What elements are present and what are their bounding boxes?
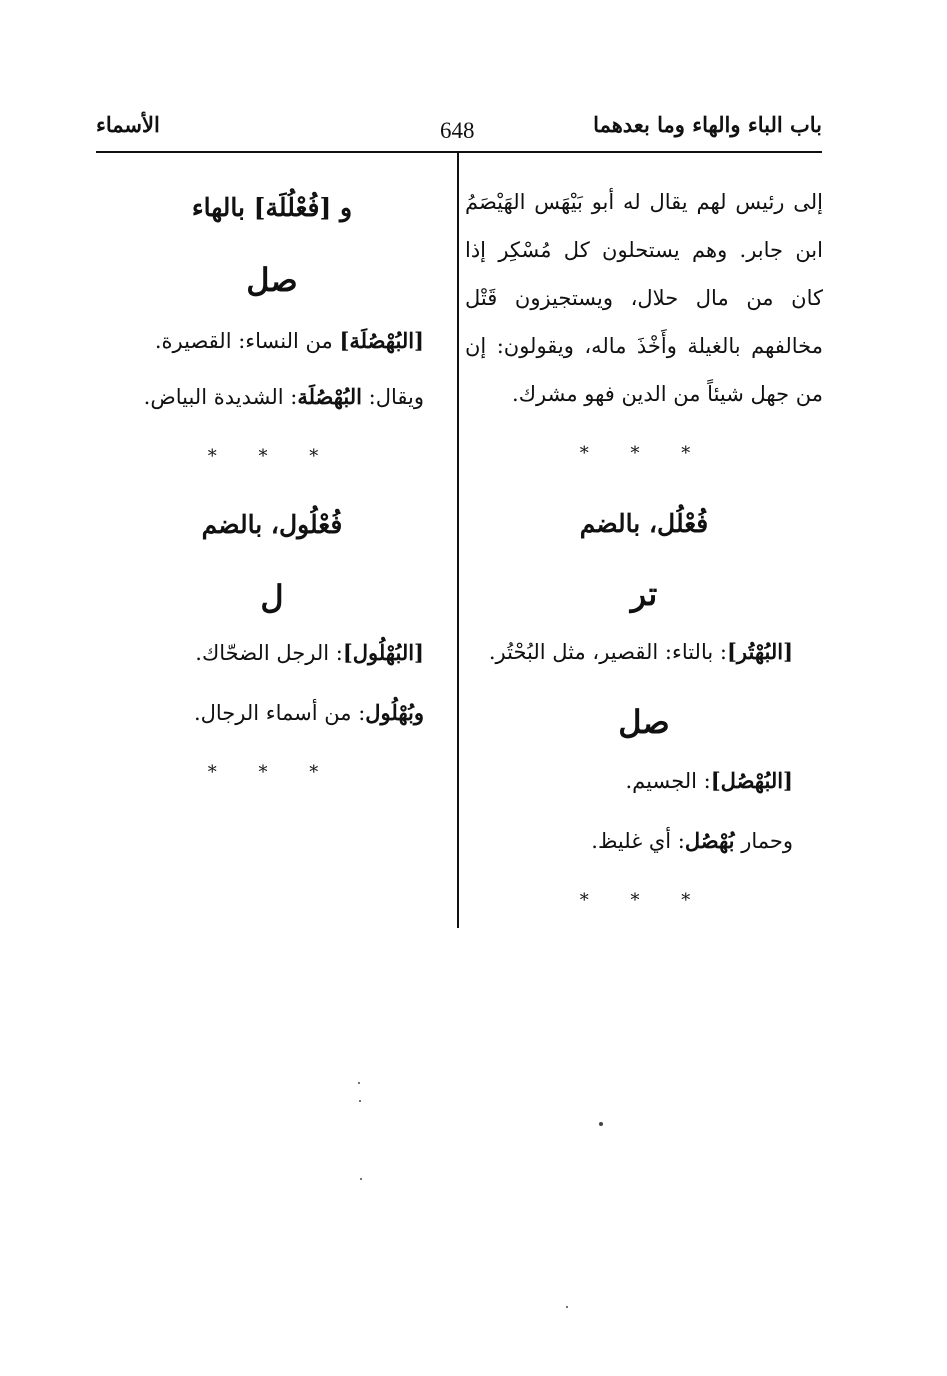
definition: : الشديدة البياض. xyxy=(143,385,298,409)
dictionary-entry xyxy=(72,641,424,665)
paragraph-line: إلى رئيس لهم يقال له أبو بَيْهَس الهَيْصَمُ xyxy=(465,190,823,214)
page-number: 648 xyxy=(440,118,475,143)
scan-speck xyxy=(566,1306,568,1308)
dictionary-entry xyxy=(72,385,424,409)
page-header xyxy=(96,108,822,148)
definition: من النساء: القصيرة. xyxy=(154,329,340,353)
definition: : أي غليظ. xyxy=(591,829,685,853)
scan-speck xyxy=(359,1100,361,1102)
scan-speck xyxy=(360,1178,362,1180)
chapter-title: باب الباء والهاء وما بعدهما xyxy=(593,112,822,137)
headword: بُهْصُل xyxy=(684,828,735,853)
pattern-heading: فُعْلُول، بالضم xyxy=(201,510,343,539)
scan-speck xyxy=(599,1122,603,1126)
headword: [البُهْصُلَة] xyxy=(339,328,424,353)
column-divider xyxy=(457,153,459,928)
section-title: الأسماء xyxy=(96,112,160,137)
dictionary-entry xyxy=(72,329,424,353)
paragraph-line: ابن جابر. وهم يستحلون كل مُسْكِر إذا xyxy=(465,238,823,262)
root-letters: ل xyxy=(260,578,284,616)
paragraph-line: مخالفهم بالغيلة وأَخْذَ ماله، ويقولون: إن xyxy=(465,334,823,358)
dictionary-entry xyxy=(431,640,793,664)
root-letters: صل xyxy=(246,261,298,299)
paragraph-line: من جهل شيئاً من الدين فهو مشرك. xyxy=(512,382,823,406)
headword: وبُهْلُول xyxy=(365,700,424,725)
root-letters: تر xyxy=(630,575,658,613)
scan-speck xyxy=(358,1082,360,1084)
definition: : الجسيم. xyxy=(625,769,711,793)
root-letters: صل xyxy=(618,703,670,741)
dictionary-entry xyxy=(431,829,793,853)
section-separator: * * * xyxy=(207,762,337,783)
headword: [البُهْلُول] xyxy=(342,640,424,665)
definition: : الرجل الضحّاك. xyxy=(195,641,343,665)
pattern-heading: فُعْلُل، بالضم xyxy=(579,509,709,538)
definition: : من أسماء الرجال. xyxy=(193,701,366,725)
definition: : بالتاء: القصير، مثل البُحْتُر. xyxy=(488,640,727,664)
section-separator: * * * xyxy=(579,443,709,464)
entry-prefix: وحمار xyxy=(734,829,793,853)
headword: [البُهْصُل] xyxy=(710,768,793,793)
header-rule xyxy=(96,151,822,153)
headword: البُهْصُلَة xyxy=(297,384,362,409)
section-separator: * * * xyxy=(579,890,709,911)
dictionary-entry xyxy=(72,701,424,725)
dictionary-entry xyxy=(431,769,793,793)
paragraph-line: كان من مال حلال، ويستجيزون قَتْل xyxy=(465,286,823,310)
section-separator: * * * xyxy=(207,446,337,467)
entry-prefix: ويقال: xyxy=(361,385,424,409)
pattern-heading: و [فُعْلُلَة] بالهاء xyxy=(191,193,353,222)
headword: [البُهْتُر] xyxy=(726,639,793,664)
